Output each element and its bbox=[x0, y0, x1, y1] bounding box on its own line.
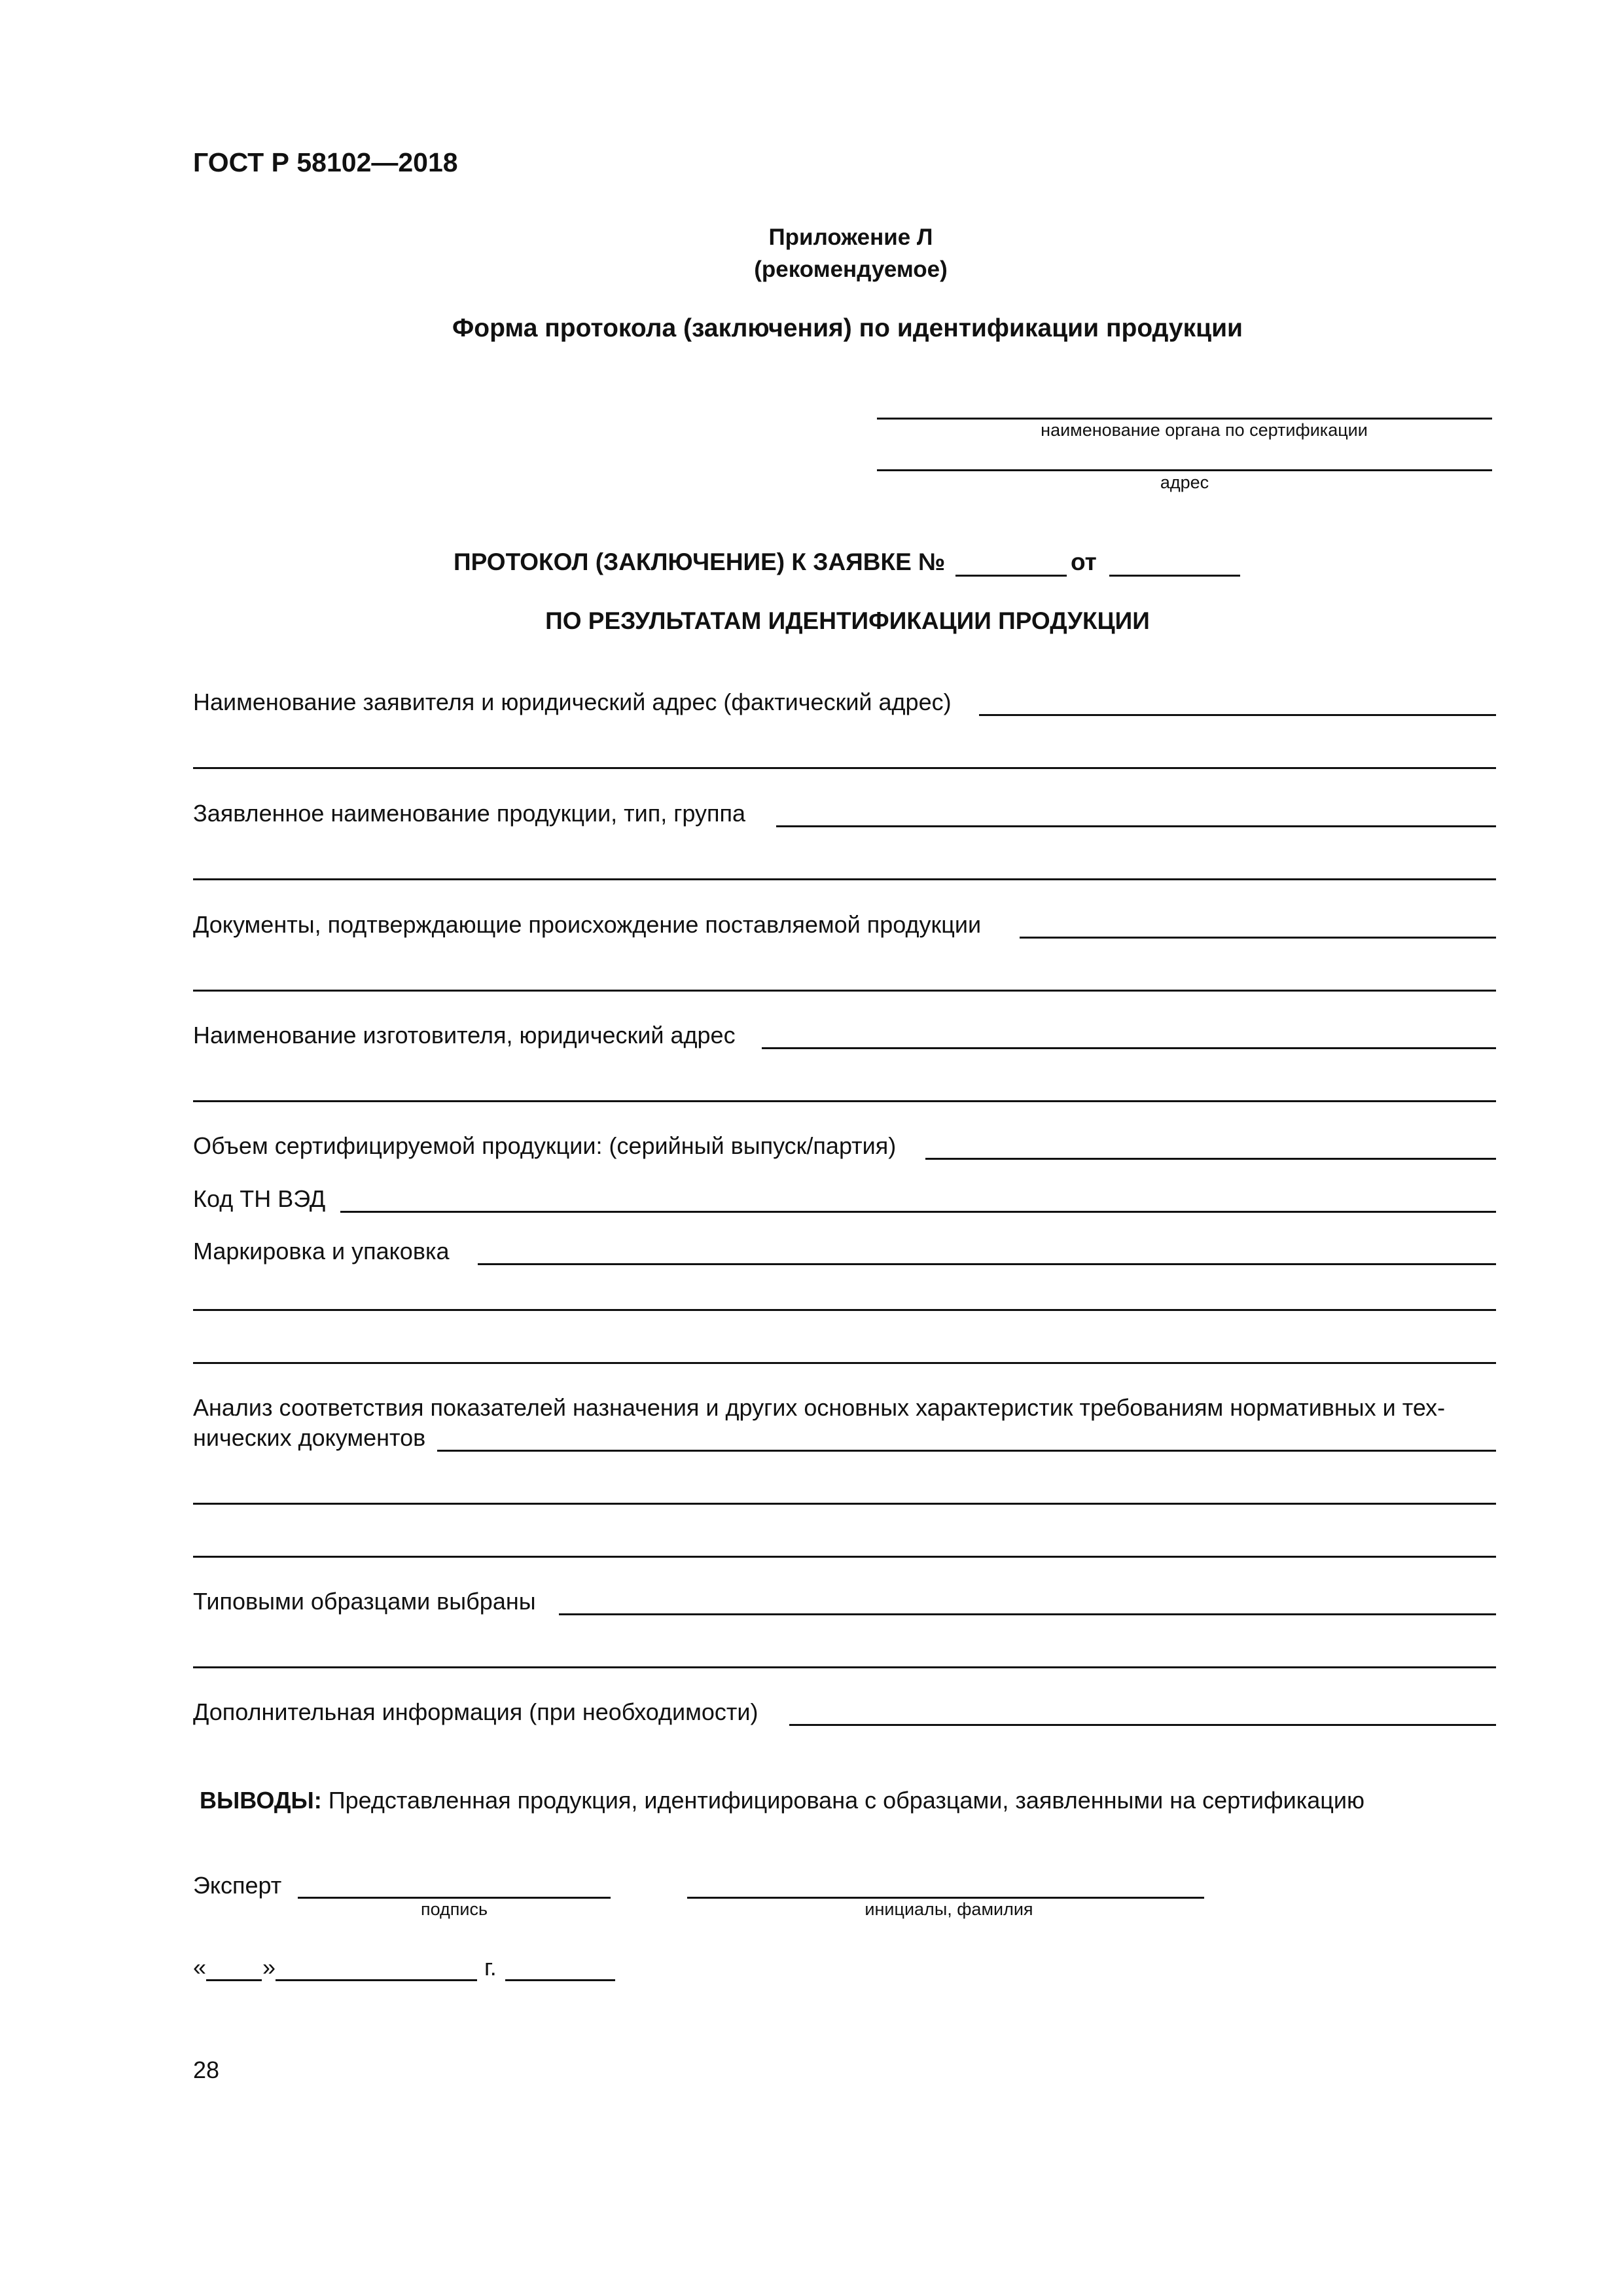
additional-info-input-line[interactable] bbox=[789, 1724, 1496, 1726]
applicant-input-line[interactable] bbox=[979, 714, 1496, 716]
samples-input-line-2[interactable] bbox=[193, 1666, 1496, 1668]
product-name-input-line-2[interactable] bbox=[193, 878, 1496, 880]
date-open-quote: « bbox=[193, 1954, 207, 1981]
product-name-input-line[interactable] bbox=[776, 825, 1496, 827]
tnved-code-input-line[interactable] bbox=[340, 1211, 1496, 1213]
appendix-title: Приложение Л bbox=[768, 224, 933, 250]
marking-input-line-3[interactable] bbox=[193, 1362, 1496, 1364]
certification-body-line[interactable] bbox=[877, 418, 1492, 420]
tnved-code-label: Код ТН ВЭД bbox=[193, 1185, 326, 1212]
certification-body-caption: наименование органа по сертификации bbox=[1041, 420, 1368, 440]
date-close-quote: » bbox=[262, 1954, 276, 1981]
conclusion-label: ВЫВОДЫ: bbox=[200, 1787, 322, 1814]
marking-input-line-2[interactable] bbox=[193, 1309, 1496, 1311]
analysis-label-line2: нических документов bbox=[193, 1424, 426, 1451]
page-number: 28 bbox=[193, 2056, 220, 2083]
application-number-line[interactable] bbox=[955, 575, 1067, 577]
date-month-line[interactable] bbox=[276, 1979, 477, 1981]
analysis-input-line-3[interactable] bbox=[193, 1556, 1496, 1558]
applicant-input-line-2[interactable] bbox=[193, 767, 1496, 769]
name-line[interactable] bbox=[687, 1897, 1204, 1899]
product-name-label: Заявленное наименование продукции, тип, группа bbox=[193, 800, 746, 827]
date-year-suffix: г. bbox=[484, 1954, 497, 1981]
analysis-input-line-2[interactable] bbox=[193, 1503, 1496, 1505]
name-caption: инициалы, фамилия bbox=[865, 1899, 1033, 1919]
origin-documents-label: Документы, подтверждающие происхождение поставляемой продукции bbox=[193, 911, 982, 938]
manufacturer-input-line[interactable] bbox=[762, 1047, 1496, 1049]
appendix-note: (рекомендуемое) bbox=[754, 257, 948, 282]
protocol-heading-from: от bbox=[1071, 548, 1097, 575]
address-caption: адрес bbox=[1160, 473, 1209, 492]
protocol-heading-line2: ПО РЕЗУЛЬТАТАМ ИДЕНТИФИКАЦИИ ПРОДУКЦИИ bbox=[545, 607, 1150, 634]
conclusion bbox=[200, 1787, 1364, 1814]
production-volume-input-line[interactable] bbox=[925, 1158, 1496, 1160]
date-day-line[interactable] bbox=[206, 1979, 262, 1981]
conclusion-text: Представленная продукция, идентифицирована с образцами, заявленными на сертификацию bbox=[328, 1787, 1365, 1814]
origin-documents-input-line[interactable] bbox=[1020, 937, 1496, 939]
signature-line[interactable] bbox=[298, 1897, 611, 1899]
application-date-line[interactable] bbox=[1109, 575, 1240, 577]
address-line[interactable] bbox=[877, 469, 1492, 471]
analysis-label-line1: Анализ соответствия показателей назначения и других основных характеристик требованиям нормативных и тех- bbox=[193, 1394, 1446, 1421]
marking-label: Маркировка и упаковка bbox=[193, 1238, 450, 1265]
marking-input-line[interactable] bbox=[478, 1263, 1496, 1265]
applicant-label: Наименование заявителя и юридический адрес (фактический адрес) bbox=[193, 689, 952, 715]
origin-documents-input-line-2[interactable] bbox=[193, 990, 1496, 992]
samples-input-line[interactable] bbox=[559, 1613, 1496, 1615]
date-year-line[interactable] bbox=[505, 1979, 615, 1981]
samples-label: Типовыми образцами выбраны bbox=[193, 1588, 536, 1615]
analysis-input-line[interactable] bbox=[437, 1450, 1496, 1452]
standard-number: ГОСТ Р 58102—2018 bbox=[193, 147, 458, 177]
additional-info-label: Дополнительная информация (при необходимости) bbox=[193, 1698, 758, 1725]
expert-label: Эксперт bbox=[193, 1872, 282, 1899]
manufacturer-label: Наименование изготовителя, юридический адрес bbox=[193, 1022, 736, 1049]
form-title: Форма протокола (заключения) по идентификации продукции bbox=[452, 314, 1243, 342]
manufacturer-input-line-2[interactable] bbox=[193, 1100, 1496, 1102]
protocol-heading-prefix: ПРОТОКОЛ (ЗАКЛЮЧЕНИЕ) К ЗАЯВКЕ № bbox=[454, 548, 946, 575]
signature-caption: подпись bbox=[420, 1899, 488, 1919]
production-volume-label: Объем сертифицируемой продукции: (серийный выпуск/партия) bbox=[193, 1132, 897, 1159]
